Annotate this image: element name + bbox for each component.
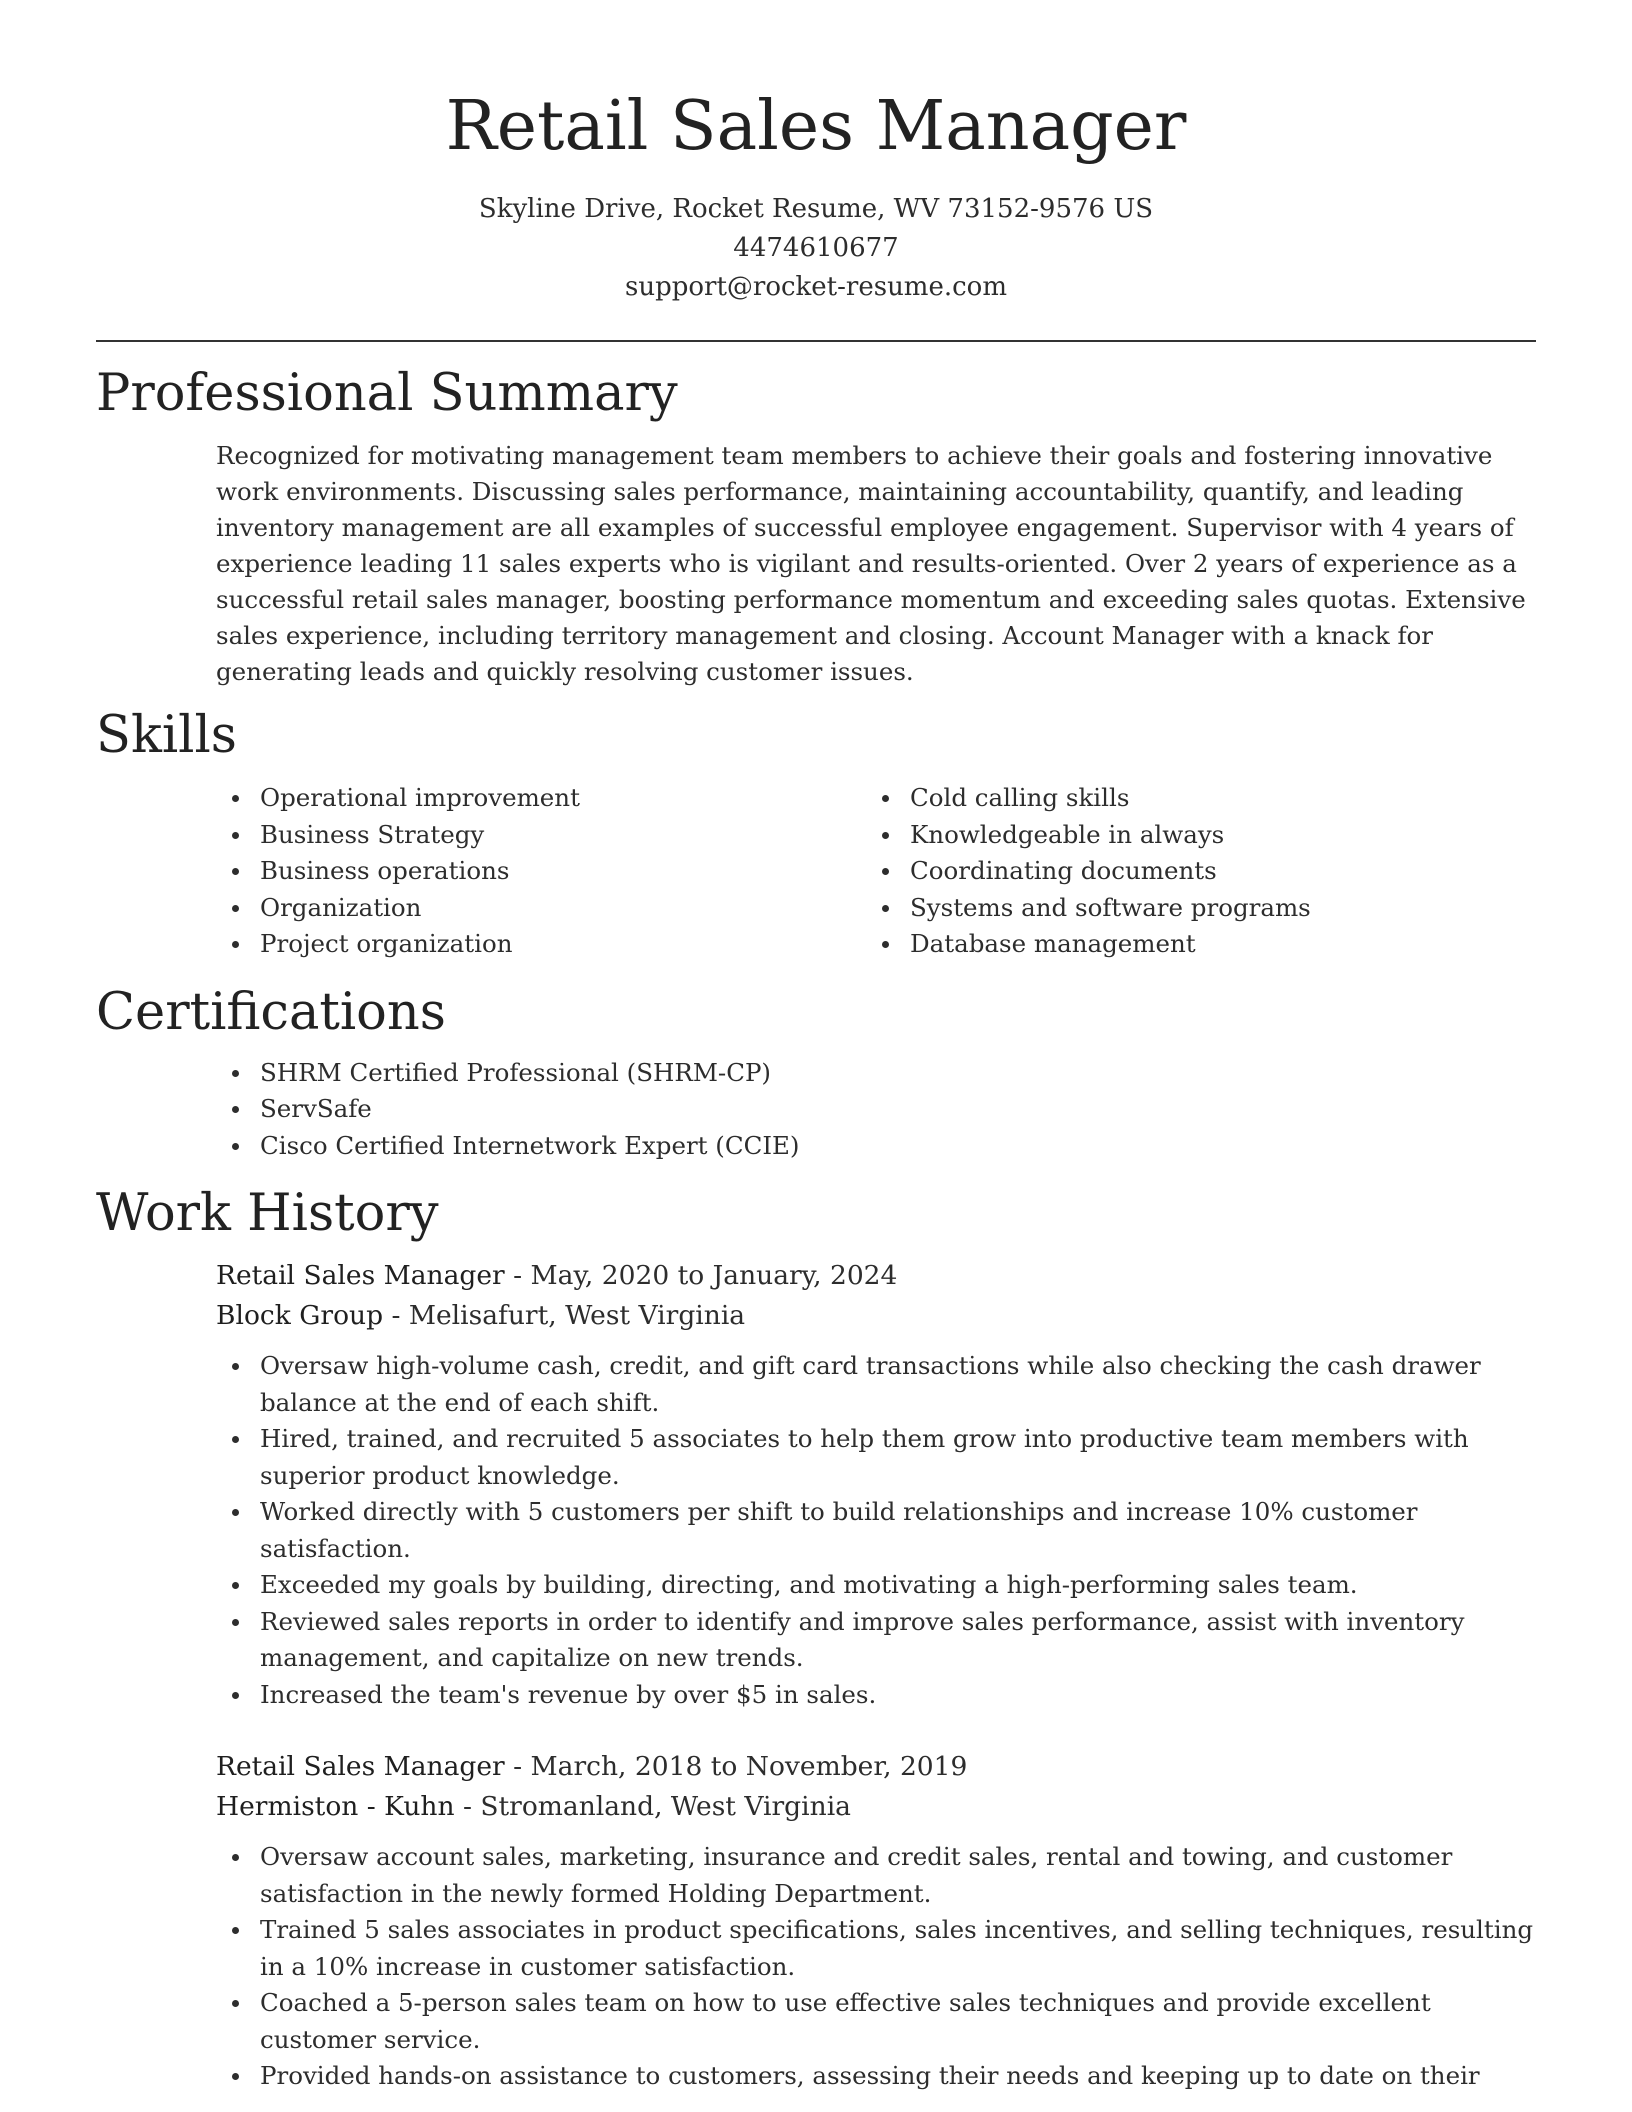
job-company: Block Group	[216, 1300, 384, 1331]
skills-column-left	[216, 780, 866, 963]
certification-item: SHRM Certified Professional (SHRM-CP)	[216, 1055, 1536, 1092]
resume-header	[96, 0, 1536, 342]
job-entry	[216, 1256, 1536, 1713]
job-company-line	[216, 1787, 1536, 1827]
job-bullet: Hired, trained, and recruited 5 associates to help them grow into productive team members with superior product knowledge.	[216, 1421, 1536, 1494]
certification-item: Cisco Certified Internetwork Expert (CCIE)	[216, 1128, 1536, 1165]
candidate-name: Retail Sales Manager	[445, 87, 1187, 166]
job-bullet: Reviewed sales reports in order to identify and improve sales performance, assist with inventory management, and capitalize on new trends.	[216, 1604, 1536, 1677]
work-history-heading: Work History	[96, 1184, 439, 1243]
skills-grid	[216, 780, 1536, 963]
skill-item: Project organization	[216, 926, 866, 963]
job-bullet: Exceeded my goals by building, directing, and motivating a high-performing sales team.	[216, 1567, 1536, 1604]
job-entry	[216, 1747, 1536, 2095]
contact-email: support@rocket-resume.com	[624, 272, 1007, 302]
job-role: Retail Sales Manager	[216, 1751, 505, 1782]
job-dates: - March, 2018 to November, 2019	[504, 1751, 968, 1782]
certification-item: ServSafe	[216, 1091, 1536, 1128]
job-bullet: Increased the team's revenue by over $5 in sales.	[216, 1677, 1536, 1714]
skill-item: Operational improvement	[216, 780, 866, 817]
skill-item: Cold calling skills	[866, 780, 1516, 817]
skill-item: Business operations	[216, 853, 866, 890]
job-bullets	[216, 1348, 1536, 1713]
skills-section	[96, 706, 1536, 963]
skill-item: Organization	[216, 890, 866, 927]
job-bullet: Oversaw account sales, marketing, insurance and credit sales, rental and towing, and customer satisfaction in the newly formed Holding Department.	[216, 1839, 1536, 1912]
resume-page	[96, 0, 1536, 2095]
job-bullet: Oversaw high-volume cash, credit, and gift card transactions while also checking the cash drawer balance at the end of each shift.	[216, 1348, 1536, 1421]
job-location: - Melisafurt, West Virginia	[383, 1300, 746, 1331]
job-role: Retail Sales Manager	[216, 1260, 505, 1291]
header-divider	[96, 340, 1536, 342]
job-bullet: Trained 5 sales associates in product specifications, sales incentives, and selling techniques, resulting in a 10% increase in customer satisfaction.	[216, 1912, 1536, 1985]
skill-item: Knowledgeable in always	[866, 817, 1516, 854]
job-bullets	[216, 1839, 1536, 2095]
skills-heading: Skills	[96, 706, 237, 765]
skill-item: Systems and software programs	[866, 890, 1516, 927]
skill-item: Coordinating documents	[866, 853, 1516, 890]
job-bullet: Coached a 5-person sales team on how to use effective sales techniques and provide excellent customer service.	[216, 1985, 1536, 2058]
job-location: - Stromanland, West Virginia	[454, 1791, 851, 1822]
skill-item: Business Strategy	[216, 817, 866, 854]
skill-item: Database management	[866, 926, 1516, 963]
job-company-line	[216, 1296, 1536, 1336]
contact-address: Skyline Drive, Rocket Resume, WV 73152-9576 US	[478, 194, 1154, 224]
job-bullet: Worked directly with 5 customers per shift to build relationships and increase 10% customer satisfaction.	[216, 1494, 1536, 1567]
summary-heading: Professional Summary	[96, 364, 678, 423]
certifications-list	[216, 1055, 1536, 1165]
skills-column-right	[866, 780, 1516, 963]
job-dates: - May, 2020 to January, 2024	[504, 1260, 898, 1291]
work-history-section	[96, 1184, 1536, 2095]
summary-section	[96, 364, 1536, 690]
job-company: Hermiston - Kuhn	[216, 1791, 455, 1822]
summary-text: Recognized for motivating management team members to achieve their goals and fostering innovative work environments. Discussing sales performance, maintaining accountability, quantify, and leading inventory management are all examples of successful employee engagement. Supervisor with 4 years of experience leading 11 sales experts who is vigilant and results-oriented. Over 2 years of experience as a successful retail sales manager, boosting performance momentum and exceeding sales quotas. Extensive sales experience, including territory management and closing. Account Manager with a knack for generating leads and quickly resolving customer issues.	[216, 441, 1526, 686]
contact-phone: 4474610677	[733, 233, 899, 263]
job-bullet: Provided hands-on assistance to customers, assessing their needs and keeping up to date on their	[216, 2058, 1536, 2095]
contact-block	[96, 190, 1536, 307]
job-title-line	[216, 1747, 1536, 1787]
certifications-section	[96, 983, 1536, 1165]
job-title-line	[216, 1256, 1536, 1296]
certifications-heading: Certifications	[96, 982, 446, 1042]
